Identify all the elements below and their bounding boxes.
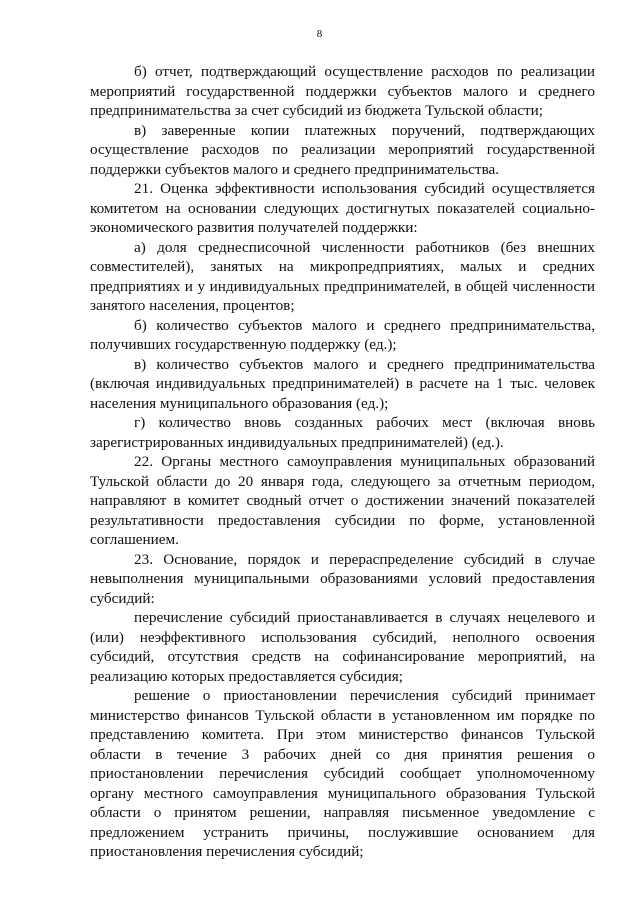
paragraph-indicator-v: в) количество субъектов малого и среднего предпринимательства (включая индивидуальных предпринимателей) в расчете на 1 тыс. человек населения муниципального образования (ед.); [90,355,595,412]
paragraph-clause-23: 23. Основание, порядок и перераспределение субсидий в случае невыполнения муниципальными образованиями условий предоставления субсидий: [90,550,595,607]
paragraph-indicator-g: г) количество вновь созданных рабочих мест (включая вновь зарегистрированных индивидуальных предпринимателей) (ед.). [90,414,595,451]
paragraph-suspension-cases: перечисление субсидий приостанавливается в случаях нецелевого и (или) неэффективного использования субсидий, неполного освоения субсидий, отсутствия средств на софинансирование мероприятий, на реализацию которых предоставляется субсидия; [90,609,595,685]
paragraph-suspension-decision: решение о приостановлении перечисления субсидий принимает министерство финансов Тульской области в установленном им порядке по представлению комитета. При этом министерство финансов Тульской области в течение 3 рабочих дней со дня принятия решения о приостановлении перечисления субсидий сообщает уполномоченному органу местного самоуправления муниципального образования Тульской области о принятом решении, направляя письменное уведомление с предложением устранить причины, послужившие основанием для приостановления перечисления субсидий; [90,687,595,860]
paragraph-clause-21: 21. Оценка эффективности использования субсидий осуществляется комитетом на основании следующих достигнутых показателей социально-экономического развития получателей поддержки: [90,180,595,236]
page-number: 8 [316,28,323,40]
paragraph-indicator-a: а) доля среднесписочной численности работников (без внешних совместителей), занятых на микропредприятиях, малых и средних предприятиях и у индивидуальных предпринимателей, в общей численности занятого населения, процентов; [90,238,595,314]
paragraph-indicator-b: б) количество субъектов малого и среднего предпринимательства, получивших государственную поддержку (ед.); [90,316,595,353]
paragraph-clause-22: 22. Органы местного самоуправления муниципальных образований Тульской области до 20 января года, следующего за отчетным периодом, направляют в комитет сводный отчет о достижении значений показателей результативности предоставления субсидии по форме, установленной соглашением. [90,453,595,548]
paragraph-report-expenses: б) отчет, подтверждающий осуществление расходов по реализации мероприятий государственной поддержки субъектов малого и среднего предпринимательства за счет субсидий из бюджета Тульской области; [90,63,595,119]
document-body [90,62,595,862]
paragraph-payment-copies: в) заверенные копии платежных поручений, подтверждающих осуществление расходов по реализации мероприятий государственной поддержки субъектов малого и среднего предпринимательства. [90,121,595,178]
